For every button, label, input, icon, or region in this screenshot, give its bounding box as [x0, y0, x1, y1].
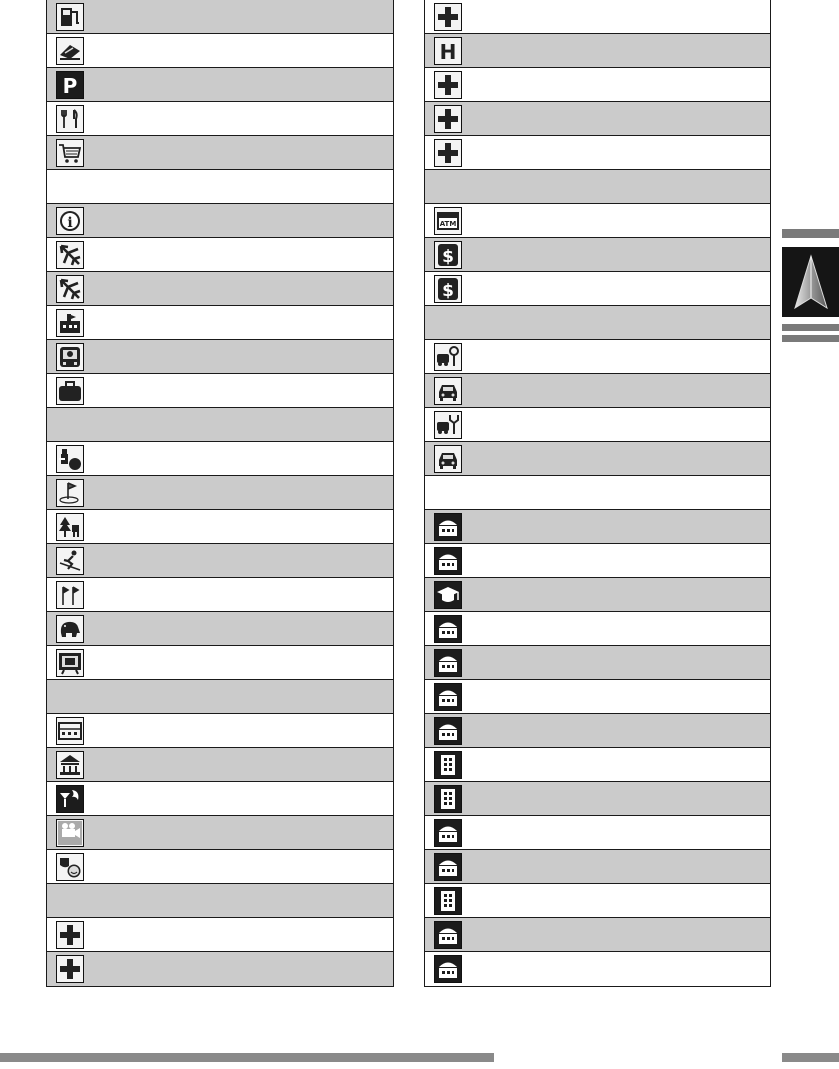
table-row: [47, 204, 393, 238]
cinema-icon: [56, 819, 84, 847]
table-row: [47, 918, 393, 952]
table-row: [425, 374, 770, 408]
medical-cross-icon: [434, 71, 462, 99]
icon-cell: [425, 816, 471, 849]
icon-cell: [425, 612, 471, 645]
table-row: [47, 340, 393, 374]
table-row: [47, 612, 393, 646]
icon-cell: [47, 476, 93, 509]
icon-cell: [425, 782, 471, 815]
table-row: [47, 748, 393, 782]
poi-icon-table-right: [424, 0, 771, 987]
icon-cell: [47, 952, 93, 986]
icon-cell: [425, 952, 471, 986]
table-row: [47, 34, 393, 68]
parking-icon: [56, 71, 84, 99]
table-row: [425, 952, 770, 986]
section-header-row: [47, 170, 393, 204]
airport-icon: [56, 275, 84, 303]
fuel-pump-icon: [56, 3, 84, 31]
office-building-icon: [434, 751, 462, 779]
table-row: [47, 68, 393, 102]
section-header-row: [425, 476, 770, 510]
park-icon: [56, 513, 84, 541]
flags-icon: [56, 581, 84, 609]
table-row: [425, 714, 770, 748]
icon-cell: [425, 68, 471, 101]
icon-cell: [47, 918, 93, 951]
civic-building-icon: [434, 819, 462, 847]
table-row: [47, 374, 393, 408]
table-row: [47, 782, 393, 816]
section-header-row: [47, 884, 393, 918]
table-row: [425, 238, 770, 272]
tv-icon: [56, 649, 84, 677]
icon-cell: [425, 374, 471, 407]
civic-building-icon: [434, 649, 462, 677]
table-row: [425, 850, 770, 884]
theatre-icon: [56, 853, 84, 881]
icon-cell: [47, 850, 93, 883]
svg-text:ATM: ATM: [439, 219, 457, 228]
shopping-cart-icon: [56, 139, 84, 167]
table-row: [425, 340, 770, 374]
icon-cell: [425, 136, 471, 169]
icon-cell: [47, 68, 93, 101]
night-life-icon: [56, 785, 84, 813]
icon-cell: [47, 238, 93, 271]
table-row: [47, 714, 393, 748]
table-row: [425, 816, 770, 850]
icon-cell: [425, 884, 471, 917]
icon-cell: [47, 782, 93, 815]
civic-building-icon: [434, 853, 462, 881]
table-row: [425, 748, 770, 782]
svg-text:H: H: [439, 39, 457, 64]
navigation-section-tab[interactable]: [782, 247, 839, 317]
table-row: [425, 578, 770, 612]
car-wash-icon: [56, 37, 84, 65]
civic-building-icon: [434, 717, 462, 745]
section-header-row: [47, 408, 393, 442]
table-row: [425, 0, 770, 34]
icon-cell: [425, 34, 471, 67]
civic-building-icon: [434, 547, 462, 575]
table-row: [47, 816, 393, 850]
bus-station-icon: [56, 343, 84, 371]
icon-cell: [47, 646, 93, 679]
tab-divider-top: [782, 229, 839, 238]
icon-cell: [425, 238, 471, 271]
table-row: [47, 272, 393, 306]
icon-cell: [425, 646, 471, 679]
airport-icon: [56, 241, 84, 269]
section-header-row: [425, 170, 770, 204]
tab-divider-bottom: [782, 335, 839, 342]
icon-cell: [47, 748, 93, 781]
icon-cell: [425, 918, 471, 951]
office-building-icon: [434, 887, 462, 915]
icon-cell: [47, 442, 93, 475]
svg-text:i: i: [67, 214, 73, 231]
golf-icon: [56, 479, 84, 507]
table-row: [47, 510, 393, 544]
icon-cell: [425, 408, 471, 441]
bank-icon: [434, 241, 462, 269]
medical-cross-icon: [56, 955, 84, 983]
museum-icon: [56, 751, 84, 779]
hotel-icon: [56, 717, 84, 745]
car-repair-icon: [434, 411, 462, 439]
civic-building-icon: [434, 921, 462, 949]
icon-cell: [425, 544, 471, 577]
table-row: [47, 952, 393, 986]
icon-cell: [425, 714, 471, 747]
poi-icon-table-left: [46, 0, 394, 987]
icon-cell: [425, 102, 471, 135]
icon-cell: [47, 816, 93, 849]
ski-icon: [56, 547, 84, 575]
medical-cross-icon: [434, 3, 462, 31]
medical-cross-icon: [434, 105, 462, 133]
civic-building-icon: [434, 513, 462, 541]
icon-cell: [47, 510, 93, 543]
table-row: [47, 238, 393, 272]
icon-cell: [47, 34, 93, 67]
svg-text:$: $: [442, 280, 454, 301]
footer-rule-left: [0, 1053, 494, 1062]
restaurant-icon: [56, 105, 84, 133]
civic-building-icon: [434, 683, 462, 711]
medical-cross-icon: [56, 921, 84, 949]
table-row: [425, 442, 770, 476]
zoo-icon: [56, 615, 84, 643]
train-station-icon: [56, 309, 84, 337]
icon-cell: [47, 340, 93, 373]
table-row: [47, 0, 393, 34]
section-header-row: [47, 680, 393, 714]
table-row: [425, 918, 770, 952]
bowling-icon: [56, 445, 84, 473]
civic-building-icon: [434, 615, 462, 643]
table-row: [47, 476, 393, 510]
icon-cell: [425, 510, 471, 543]
icon-cell: [425, 204, 471, 237]
navigation-arrow-icon: [793, 254, 829, 310]
table-row: [425, 510, 770, 544]
icon-cell: [425, 442, 471, 475]
table-row: [425, 272, 770, 306]
icon-cell: [47, 374, 93, 407]
icon-cell: [47, 136, 93, 169]
table-row: [425, 102, 770, 136]
medical-cross-icon: [434, 139, 462, 167]
icon-cell: [425, 748, 471, 781]
icon-cell: [47, 578, 93, 611]
table-row: [425, 136, 770, 170]
table-row: [47, 544, 393, 578]
icon-cell: [425, 850, 471, 883]
hospital-icon: [434, 37, 462, 65]
footer-rule-right: [782, 1053, 839, 1062]
icon-cell: [425, 0, 471, 33]
icon-cell: [425, 340, 471, 373]
table-row: [425, 544, 770, 578]
office-building-icon: [434, 785, 462, 813]
bank-icon: [434, 275, 462, 303]
icon-cell: [47, 0, 93, 33]
icon-cell: [47, 272, 93, 305]
table-row: [47, 306, 393, 340]
table-row: [425, 68, 770, 102]
table-row: [425, 34, 770, 68]
table-row: [425, 884, 770, 918]
icon-cell: [425, 680, 471, 713]
briefcase-icon: [56, 377, 84, 405]
atm-icon: [434, 207, 462, 235]
civic-building-icon: [434, 955, 462, 983]
table-row: [47, 646, 393, 680]
icon-cell: [47, 204, 93, 237]
car-dealer-icon: [434, 377, 462, 405]
table-row: [47, 850, 393, 884]
car-service-icon: [434, 343, 462, 371]
information-icon: [56, 207, 84, 235]
icon-cell: [47, 714, 93, 747]
table-row: [425, 204, 770, 238]
icon-cell: [425, 272, 471, 305]
table-row: [425, 612, 770, 646]
section-header-row: [425, 306, 770, 340]
table-row: [425, 408, 770, 442]
icon-cell: [47, 612, 93, 645]
icon-cell: [47, 102, 93, 135]
icon-cell: [47, 544, 93, 577]
svg-text:$: $: [442, 246, 454, 267]
school-icon: [434, 581, 462, 609]
icon-cell: [425, 578, 471, 611]
icon-cell: [47, 306, 93, 339]
table-row: [47, 578, 393, 612]
table-row: [425, 782, 770, 816]
tab-divider-mid: [782, 324, 839, 331]
car-dealer-icon: [434, 445, 462, 473]
svg-text:P: P: [62, 73, 78, 98]
table-row: [47, 442, 393, 476]
table-row: [47, 102, 393, 136]
table-row: [425, 646, 770, 680]
table-row: [425, 680, 770, 714]
table-row: [47, 136, 393, 170]
